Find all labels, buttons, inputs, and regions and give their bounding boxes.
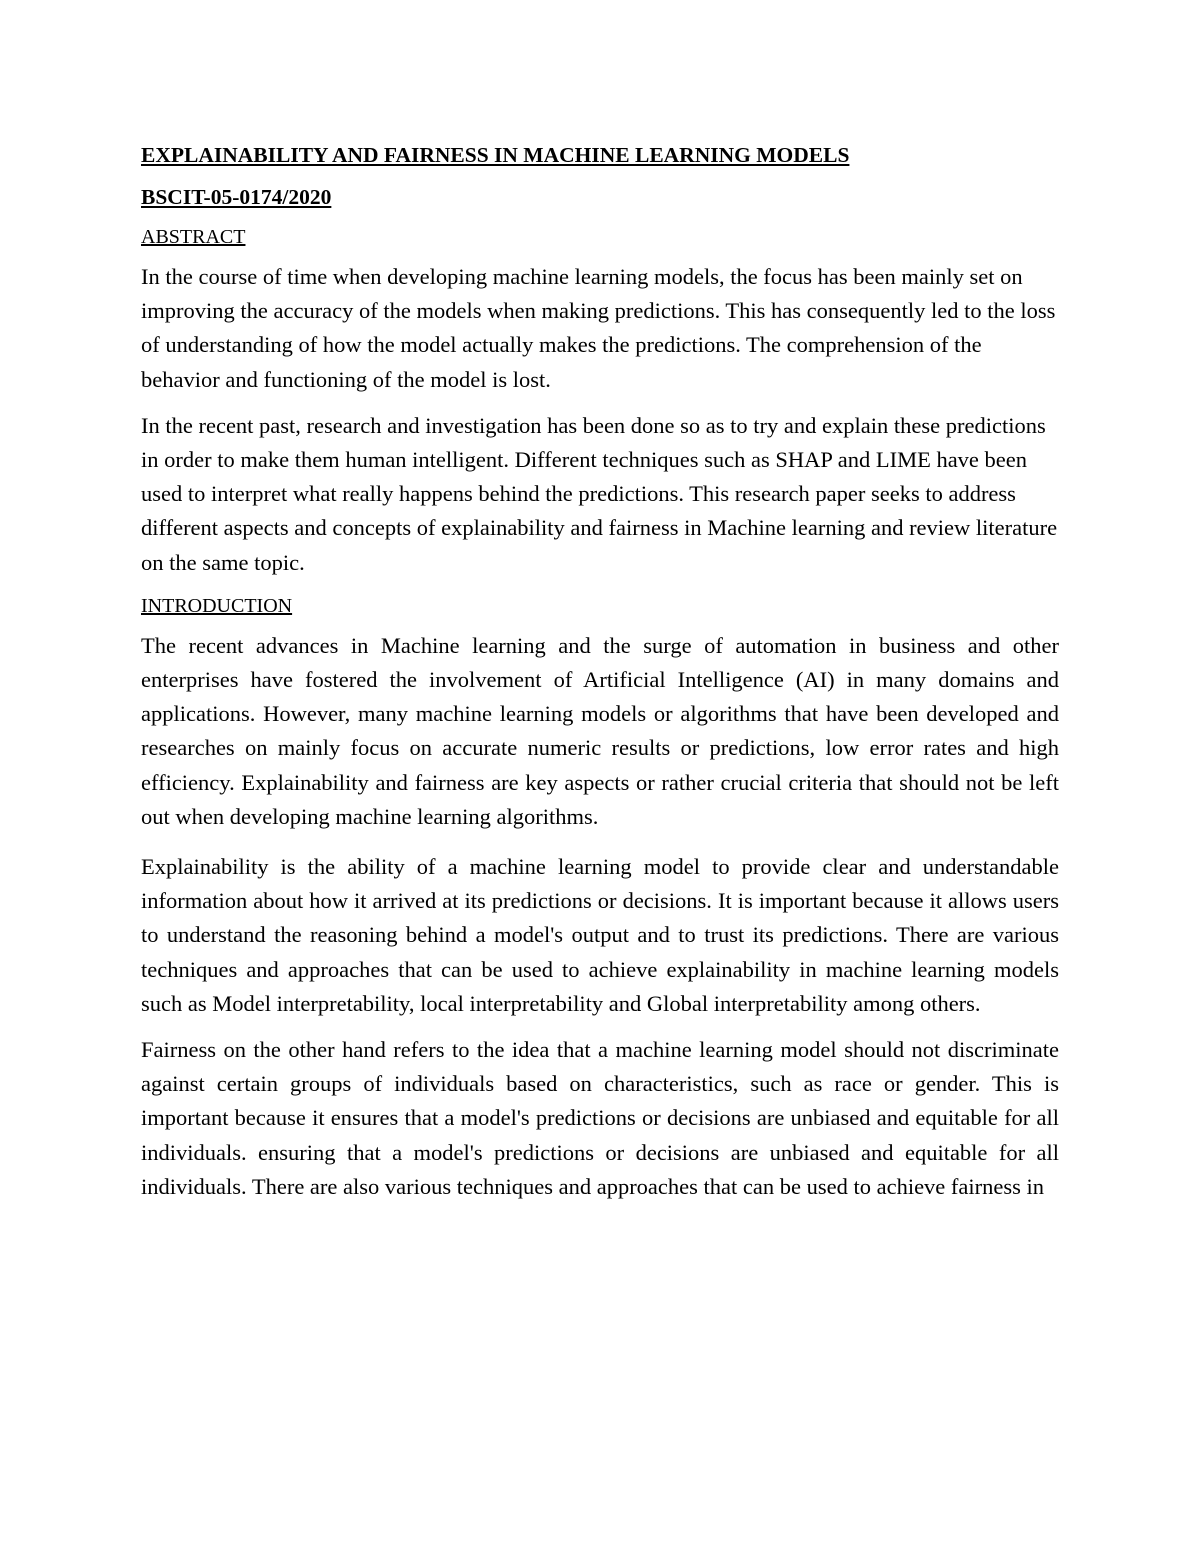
document-title: EXPLAINABILITY AND FAIRNESS IN MACHINE LEARNING MODELS [141,143,850,167]
introduction-paragraph-2: Explainability is the ability of a machine learning model to provide clear and understandable information about how it arrived at its predictions or decisions. It is important because it allows users to understand the reasoning behind a model's output and to trust its predictions. There are various techniques and approaches that can be used to achieve explainability in machine learning models such as Model interpretability, local interpretability and Global interpretability among others. [141,854,1059,1016]
abstract-paragraph-1: In the course of time when developing machine learning models, the focus has been mainly set on improving the accuracy of the models when making predictions. This has consequently led to the loss of understanding of how the model actually makes the predictions. The comprehension of the behavior and functioning of the model is lost. [141,264,1056,392]
abstract-paragraph-2: In the recent past, research and investigation has been done so as to try and explain these predictions in order to make them human intelligent. Different techniques such as SHAP and LIME have been used to interpret what really happens behind the predictions. This research paper seeks to address different aspects and concepts of explainability and fairness in Machine learning and review literature on the same topic. [141,412,1058,575]
document-page [141,140,1059,1216]
introduction-paragraph-3: Fairness on the other hand refers to the idea that a machine learning model should not discriminate against certain groups of individuals based on characteristics, such as race or gender. This is important because it ensures that a model's predictions or decisions are unbiased and equitable for all individuals. ensuring that a model's predictions or decisions are unbiased and equitable for all individuals. There are also various techniques and approaches that can be used to achieve fairness in [141,1037,1059,1199]
registration-number: BSCIT-05-0174/2020 [141,185,332,209]
introduction-paragraph-1: The recent advances in Machine learning and the surge of automation in business and other enterprises have fostered the involvement of Artificial Intelligence (AI) in many domains and applications. However, many machine learning models or algorithms that have been developed and researches on mainly focus on accurate numeric results or predictions, low error rates and high efficiency. Explainability and fairness are key aspects or rather crucial criteria that should not be left out when developing machine learning algorithms. [141,632,1059,829]
abstract-heading: ABSTRACT [141,226,246,248]
introduction-heading: INTRODUCTION [141,594,293,617]
